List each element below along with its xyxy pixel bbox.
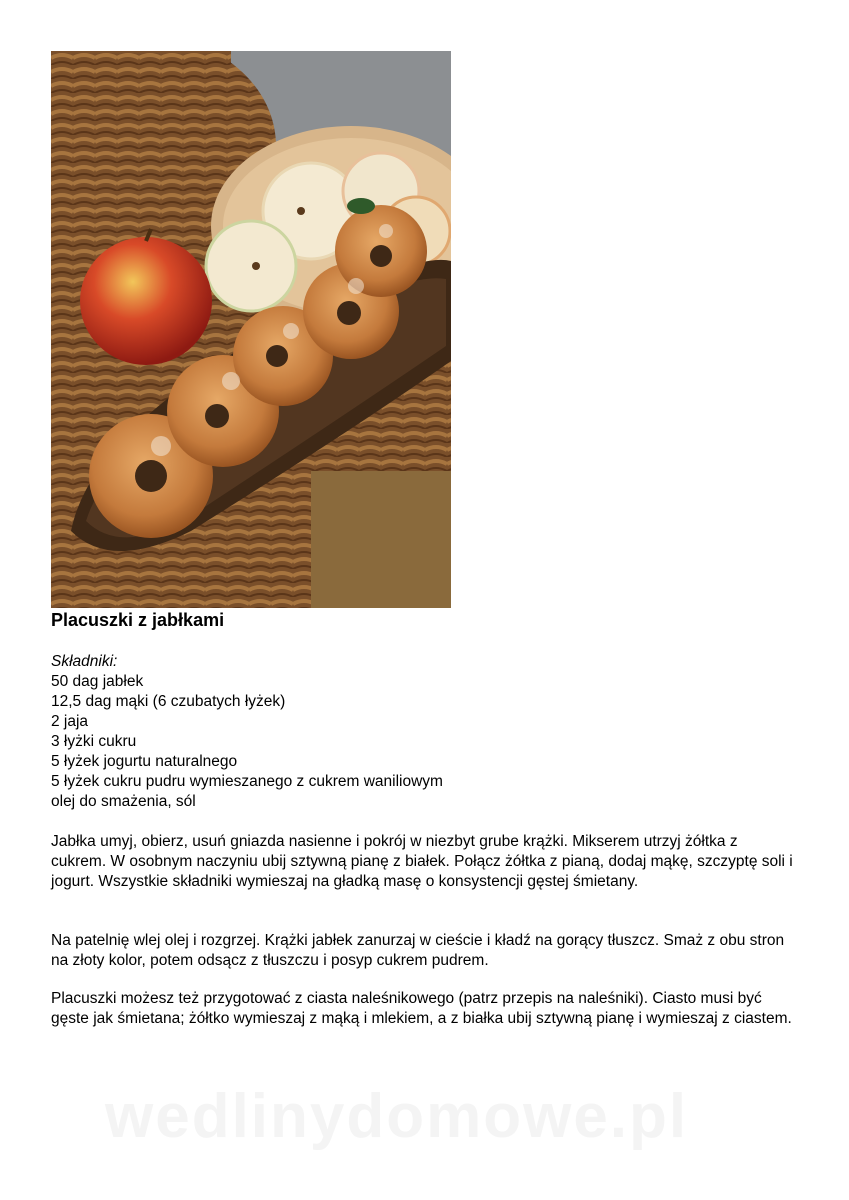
ingredient-item: 12,5 dag mąki (6 czubatych łyżek) xyxy=(51,693,286,710)
ingredient-item: 5 łyżek cukru pudru wymieszanego z cukrem waniliowym xyxy=(51,773,443,790)
instruction-paragraph: Placuszki możesz też przygotować z ciasta naleśnikowego (patrz przepis na naleśniki). Ciasto musi być gęste jak śmietana; żółtko wymieszaj z mąką i mlekiem, a z białka ubij sztywną pianę i wymieszaj z ciastem. xyxy=(51,990,792,1027)
ingredient-item: olej do smażenia, sól xyxy=(51,793,196,810)
ingredients-label: Składniki: xyxy=(51,653,118,670)
watermark: wedlinydomowe.pl xyxy=(105,1082,689,1151)
instruction-paragraph: Na patelnię wlej olej i rozgrzej. Krążki jabłek zanurzaj w cieście i kładź na gorący tłuszcz. Smaż z obu stron na złoty kolor, potem odsącz z tłuszczu i posyp cukrem pudrem. xyxy=(51,932,785,969)
ingredients-section xyxy=(51,652,791,812)
ingredient-item: 2 jaja xyxy=(51,713,89,730)
instruction-paragraph: Jabłka umyj, obierz, usuń gniazda nasienne i pokrój w niezbyt grube krążki. Mikserem utrzyj żółtka z cukrem. W osobnym naczyniu ubij sztywną pianę z białek. Połącz żółtka z pianą, dodaj mąkę, szczyptę soli i jogurt. Wszystkie składniki wymieszaj na gładką masę o konsystencji gęstej śmietany. xyxy=(51,833,793,890)
recipe-photo xyxy=(51,51,451,608)
recipe-title: Placuszki z jabłkami xyxy=(51,610,225,630)
ingredient-item: 50 dag jabłek xyxy=(51,673,144,690)
ingredient-item: 5 łyżek jogurtu naturalnego xyxy=(51,753,238,770)
ingredient-item: 3 łyżki cukru xyxy=(51,733,137,750)
ingredients-list xyxy=(51,672,791,812)
